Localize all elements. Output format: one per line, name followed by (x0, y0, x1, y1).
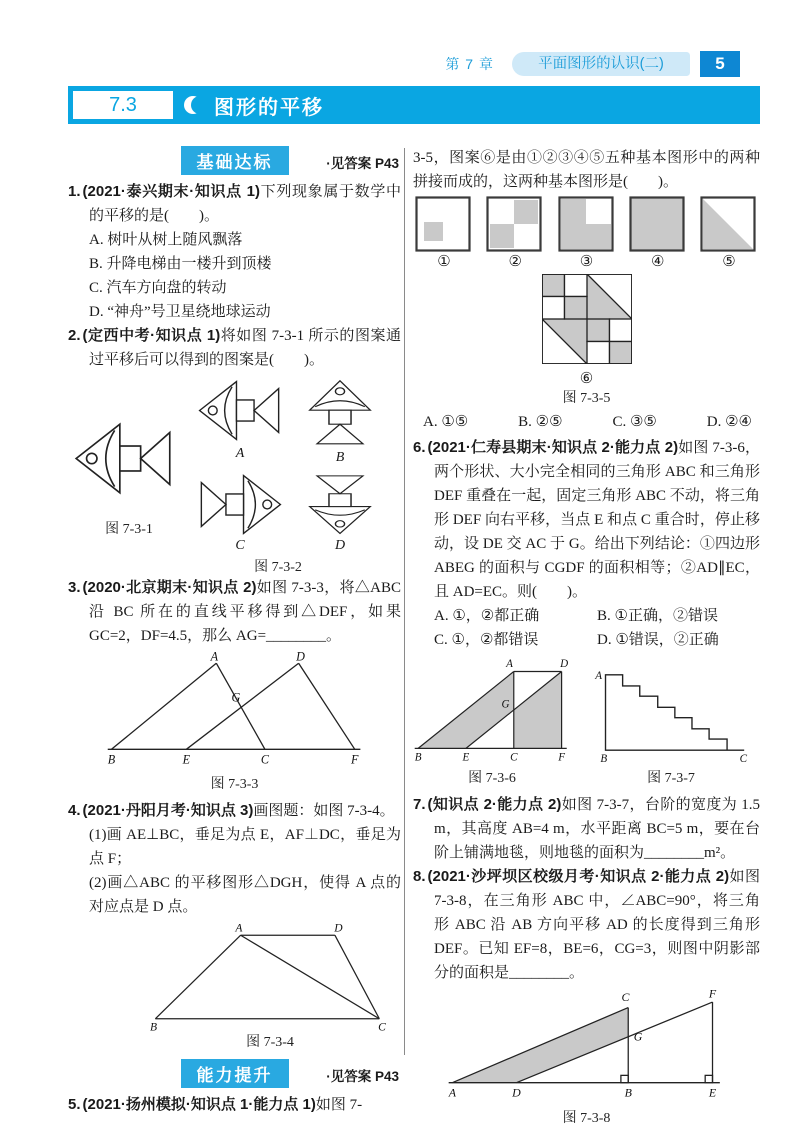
figure-caption: 图 7-3-8 (562, 1111, 611, 1126)
point-label: A (210, 650, 218, 664)
figure-caption: 图 7-3-6 (468, 771, 516, 786)
point-label: A (506, 658, 513, 671)
point-label: D (295, 650, 305, 664)
q1-option-d: D. “神舟”号卫星绕地球运动 (89, 304, 271, 320)
point-label: C (260, 752, 269, 767)
figure-caption: 图 7-3-4 (246, 1035, 294, 1050)
figure-7-3-3-drawing (104, 650, 366, 770)
question-number: 1. (68, 183, 81, 200)
column-divider (404, 148, 405, 1055)
question-text: 如图 7-3-6，两个形状、大小完全相同的三角形 ABC 和三角形 DEF 重叠在一起，固定三角形 ABC 不动，将三角形 DEF 向右平移，当点 E 和点 C 重合时，停止移动，设 DE 交 AC 于 G。给出下列结论：①四边形 ABEG 的面积与 CGDF 的面积相等；②AD∥EC，且 AD=EC。则( )。 (434, 440, 760, 600)
figure-caption: 图 7-3-7 (647, 771, 695, 786)
q5-options (413, 409, 760, 434)
tile-4 (629, 196, 687, 272)
figure-7-3-8 (413, 989, 760, 1129)
fish-option-a (196, 378, 284, 443)
question-number: 6. (413, 439, 426, 456)
figure-7-3-1-and-7-3-2 (68, 374, 401, 576)
q4-subtask-2: (2)画△ABC 的平移图形△DGH，使得 A 点的对应点是 D 点。 (89, 875, 401, 915)
point-label: F (708, 989, 716, 1001)
fish-original (72, 420, 176, 497)
crescent-icon (184, 96, 202, 114)
figure-7-3-6-drawing (413, 656, 571, 769)
basic-badge: 基础达标 (181, 146, 289, 175)
question-number: 3. (68, 579, 81, 596)
point-label: D (560, 658, 569, 671)
question-number: 8. (413, 868, 426, 885)
point-label: E (708, 1085, 716, 1100)
point-label: B (600, 753, 608, 766)
point-label: A (235, 922, 243, 935)
tile-2 (486, 196, 544, 272)
question-8 (413, 865, 760, 985)
question-number: 2. (68, 327, 81, 344)
q4-subtask-1: (1)画 AE⊥BC，垂足为点 E，AF⊥DC，垂足为点 F； (89, 827, 401, 867)
fish-option-d (306, 472, 374, 536)
point-label: E (462, 751, 470, 764)
tile-label: ④ (651, 254, 665, 270)
pattern-label: ⑥ (579, 371, 594, 387)
tile-2-drawing (486, 196, 542, 252)
q6-option-c: C. ①，②都错误 (434, 632, 539, 648)
pattern-6-drawing (542, 274, 632, 364)
section-number: 7.3 (73, 91, 173, 119)
question-number: 5. (68, 1096, 81, 1113)
point-label: G (501, 698, 510, 711)
question-source: (2021·扬州模拟·知识点 1·能力点 1) (82, 1096, 316, 1113)
option-label-c: C (235, 538, 245, 553)
q5-option-b: B. ②⑤ (518, 414, 563, 430)
option-label-d: D (334, 538, 346, 553)
point-label: D (334, 922, 343, 935)
book-title-pill: 平面图形的认识(二) (512, 52, 690, 76)
q6-option-d: D. ①错误，②正确 (597, 632, 719, 648)
question-2 (68, 324, 401, 372)
q6-option-b: B. ①正确，②错误 (597, 608, 718, 624)
figure-7-3-4 (145, 921, 395, 1053)
point-label: C (621, 990, 629, 1005)
point-label: C (739, 753, 748, 766)
point-label: C (378, 1021, 386, 1033)
tile-1-drawing (415, 196, 471, 252)
tile-5-drawing (700, 196, 756, 252)
question-5-start (68, 1093, 401, 1117)
q5-option-c: C. ③⑤ (612, 414, 657, 430)
advanced-section-row (68, 1059, 401, 1089)
basic-section-row (68, 146, 401, 176)
point-label: B (150, 1021, 158, 1033)
question-number: 4. (68, 802, 81, 819)
question-4 (68, 799, 401, 823)
question-text: 画图题：如图 7-3-4。 (253, 803, 395, 819)
figure-caption: 图 7-3-3 (210, 777, 259, 792)
figure-7-3-7-drawing (582, 656, 760, 769)
answer-reference: ·见答案 P43 (326, 1069, 399, 1084)
question-source: (2021·仁寿县期末·知识点 2·能力点 2) (427, 439, 679, 456)
question-source: (2021·沙坪坝区校级月考·知识点 2·能力点 2) (427, 868, 730, 885)
point-label: B (414, 751, 422, 764)
figure-7-3-8-drawing (445, 989, 729, 1104)
answer-reference: ·见答案 P43 (326, 156, 399, 171)
tile-3 (558, 196, 616, 272)
fish-option-c (196, 472, 284, 537)
figure-caption: 图 7-3-2 (254, 560, 302, 575)
question-source: (定西中考·知识点 1) (82, 327, 221, 344)
left-column (68, 146, 401, 1117)
point-label: A (448, 1085, 456, 1100)
tile-3-drawing (558, 196, 614, 252)
point-label: E (182, 752, 190, 767)
option-label-a: A (235, 446, 245, 461)
figure-7-3-7 (582, 656, 760, 789)
point-label: F (350, 752, 358, 767)
figure-7-3-6 (413, 656, 571, 789)
q5-option-a: A. ①⑤ (423, 414, 469, 430)
question-text: 如图 7-3-7，台阶的宽度为 1.5 m，其高度 AB=4 m，水平距离 BC=5 m，要在台阶上铺满地毯，则地毯的面积为________m²。 (434, 797, 760, 861)
tile-label: ⑤ (722, 254, 736, 270)
section-title: 图形的平移 (214, 96, 324, 119)
point-label: A (595, 670, 603, 683)
question-text: 将如图 7-3-1 所示的图案通过平移后可以得到的图案是( )。 (89, 328, 401, 368)
tile-label: ② (508, 254, 522, 270)
fish-option-b (306, 378, 374, 448)
question-6 (413, 436, 760, 604)
point-label: G (231, 690, 240, 705)
question-3 (68, 576, 401, 648)
question-text: 下列现象属于数学中的平移的是( )。 (89, 184, 401, 224)
tile-5 (700, 196, 758, 272)
question-source: (2020·北京期末·知识点 2) (82, 579, 257, 596)
page-header (0, 50, 762, 78)
point-label: B (107, 752, 115, 767)
point-label: D (511, 1085, 521, 1100)
q6-option-a: A. ①，②都正确 (434, 608, 540, 624)
q1-option-b: B. 升降电梯由一楼升到顶楼 (89, 256, 272, 272)
question-text: 如图 7-3-8，在三角形 ABC 中，∠ABC=90°，将三角形 ABC 沿 AB 方向平移 AD 的长度得到三角形 DEF。已知 EF=8，BE=6，CG=3，则图中阴影部分的面积是________。 (434, 869, 760, 981)
question-1 (68, 180, 401, 228)
point-label: B (624, 1085, 632, 1100)
question-number: 7. (413, 796, 426, 813)
question-7 (413, 793, 760, 865)
chapter-label: 第 7 章 (445, 56, 494, 72)
advanced-badge: 能力提升 (181, 1059, 289, 1088)
question-5-continued: 3-5，图案⑥是由①②③④⑤五种基本图形中的两种拼接而成的，这两种基本图形是( )。 (413, 150, 760, 190)
tile-label: ③ (579, 254, 594, 270)
question-source: (知识点 2·能力点 2) (427, 796, 562, 813)
figure-caption: 图 7-3-1 (105, 522, 153, 537)
right-column (413, 146, 760, 1129)
section-banner (68, 86, 760, 124)
question-text: 如图 7- (315, 1097, 363, 1113)
page-number: 5 (700, 51, 740, 77)
figure-7-3-3 (68, 650, 401, 795)
q1-option-c: C. 汽车方向盘的转动 (89, 280, 227, 296)
question-source: (2021·泰兴期末·知识点 1) (82, 183, 261, 200)
q1-option-a: A. 树叶从树上随风飘落 (89, 232, 243, 248)
point-label: G (633, 1029, 642, 1044)
point-label: C (510, 751, 518, 764)
figure-7-3-4-drawing (145, 921, 395, 1033)
option-label-b: B (335, 450, 345, 465)
tile-label: ① (437, 254, 451, 270)
tile-4-drawing (629, 196, 685, 252)
tile-1 (415, 196, 473, 272)
q5-option-d: D. ②④ (706, 414, 752, 430)
question-text: 如图 7-3-3，将△ABC 沿 BC 所在的直线平移得到△DEF，如果 GC=2，DF=4.5，那么 AG=________。 (89, 580, 401, 644)
figures-7-3-6-and-7-3-7 (413, 656, 760, 789)
question-source: (2021·丹阳月考·知识点 3) (82, 802, 254, 819)
figure-7-3-5-tiles (413, 194, 760, 272)
figure-7-3-5-pattern (413, 274, 760, 409)
figure-caption: 图 7-3-5 (562, 391, 611, 406)
point-label: F (558, 751, 565, 764)
q6-options (413, 604, 760, 652)
